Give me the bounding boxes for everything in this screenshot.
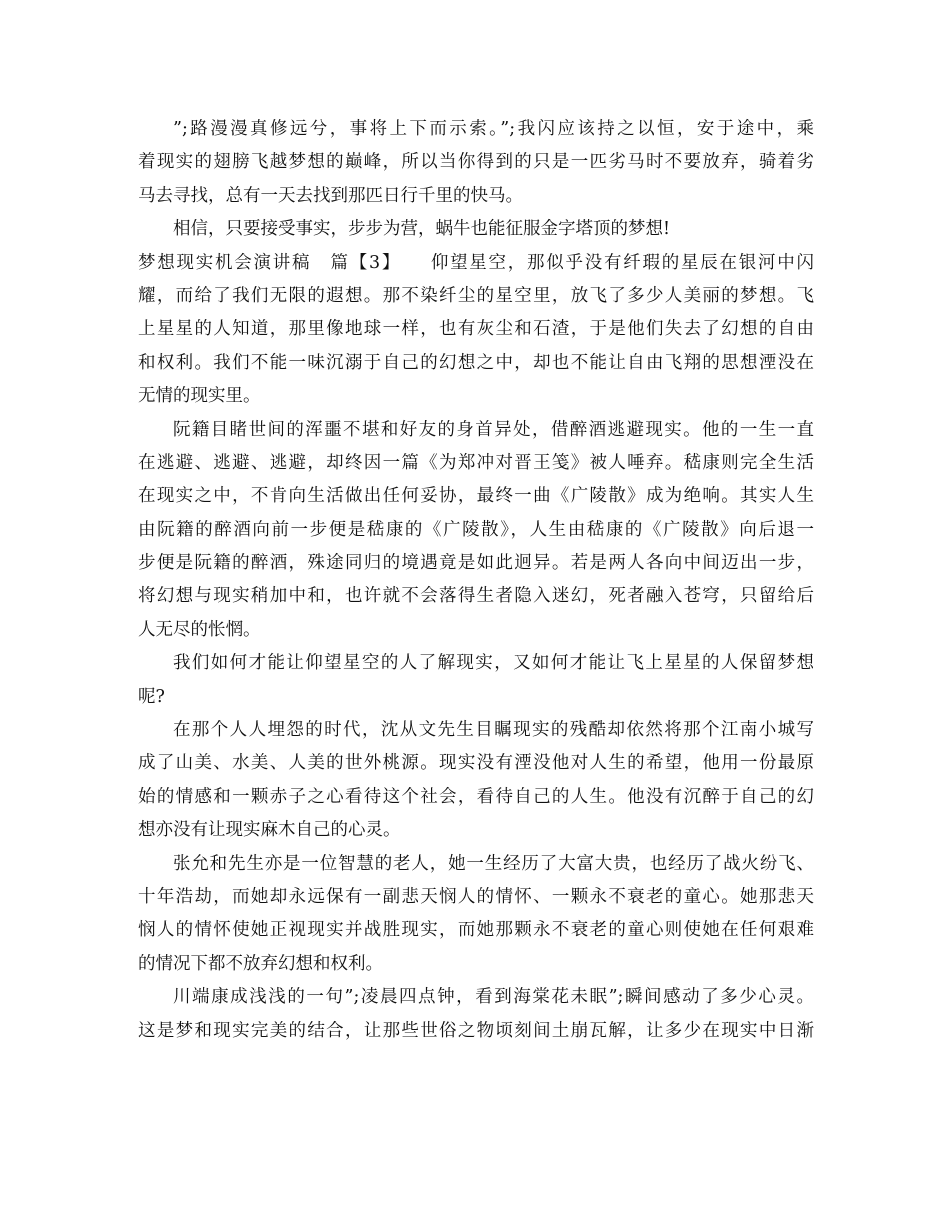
text-line: 在现实之中，不肯向生活做出任何妥协，最终一曲《广陵散》成为绝响。其实人生 xyxy=(138,486,814,507)
text-line: 十年浩劫，而她却永远保有一副悲天悯人的情怀、一颗永不衰老的童心。她那悲天 xyxy=(138,886,814,907)
text-line: 上星星的人知道，那里像地球一样，也有灰尘和石渣，于是他们失去了幻想的自由 xyxy=(138,319,814,340)
text-line: 无情的现实里。 xyxy=(138,386,261,407)
text-line: 成了山美、水美、人美的世外桃源。现实没有湮没他对人生的希望，他用一份最原 xyxy=(138,753,814,774)
text-line: 想亦没有让现实麻木自己的心灵。 xyxy=(138,820,401,841)
text-line: 阮籍目睹世间的浑噩不堪和好友的身首异处，借醉酒逃避现实。他的一生一直 xyxy=(173,419,814,440)
text-line: 相信，只要接受事实，步步为营，蜗牛也能征服金字塔顶的梦想! xyxy=(173,219,671,240)
text-line: 张允和先生亦是一位智慧的老人，她一生经历了大富大贵，也经历了战火纷飞、 xyxy=(173,853,814,874)
text-line: 这是梦和现实完美的结合，让那些世俗之物顷刻间土崩瓦解，让多少在现实中日渐 xyxy=(138,1020,814,1041)
text-line: 梦想现实机会演讲稿 篇【3】 仰望星空，那似乎没有纤瑕的星辰在银河中闪 xyxy=(138,252,814,273)
text-line: 我们如何才能让仰望星空的人了解现实，又如何才能让飞上星星的人保留梦想 xyxy=(173,653,814,674)
text-line: 悯人的情怀使她正视现实并战胜现实，而她那颗永不衰老的童心则使她在任何艰难 xyxy=(138,920,814,941)
text-line: 在逃避、逃避、逃避，却终因一篇《为郑冲对晋王笺》被人唾弃。嵇康则完全生活 xyxy=(138,452,814,473)
text-line: 由阮籍的醉酒向前一步便是嵇康的《广陵散》，人生由嵇康的《广陵散》向后退一 xyxy=(138,519,814,540)
text-line: 在那个人人埋怨的时代，沈从文先生目瞩现实的残酷却依然将那个江南小城写 xyxy=(173,720,814,741)
text-line: ”;路漫漫真修远兮，事将上下而示索。”;我闪应该持之以恒，安于途中，乘 xyxy=(173,119,814,139)
body-text xyxy=(138,113,814,1048)
text-line: 着现实的翅膀飞越梦想的巅峰，所以当你得到的只是一匹劣马时不要放弃，骑着劣 xyxy=(138,152,814,173)
text-line: 和权利。我们不能一味沉溺于自己的幻想之中，却也不能让自由飞翔的思想湮没在 xyxy=(138,352,814,373)
text-line: 耀，而给了我们无限的遐想。那不染纤尘的星空里，放飞了多少人美丽的梦想。飞 xyxy=(138,285,814,306)
text-line: 人无尽的怅惘。 xyxy=(138,619,261,640)
text-line: 呢? xyxy=(138,686,165,707)
text-line: 始的情感和一颗赤子之心看待这个社会，看待自己的人生。他没有沉醉于自己的幻 xyxy=(138,786,814,807)
text-line: 川端康成浅浅的一句”;凌晨四点钟，看到海棠花未眠”;瞬间感动了多少心灵。 xyxy=(173,987,814,1008)
text-line: 步便是阮籍的醉酒，殊途同归的境遇竟是如此迥异。若是两人各向中间迈出一步， xyxy=(138,553,814,574)
text-line: 将幻想与现实稍加中和，也许就不会落得生者隐入迷幻，死者融入苍穹，只留给后 xyxy=(138,586,814,607)
text-line: 的情况下都不放弃幻想和权利。 xyxy=(138,953,383,974)
text-line: 马去寻找，总有一天去找到那匹日行千里的快马。 xyxy=(138,185,523,206)
